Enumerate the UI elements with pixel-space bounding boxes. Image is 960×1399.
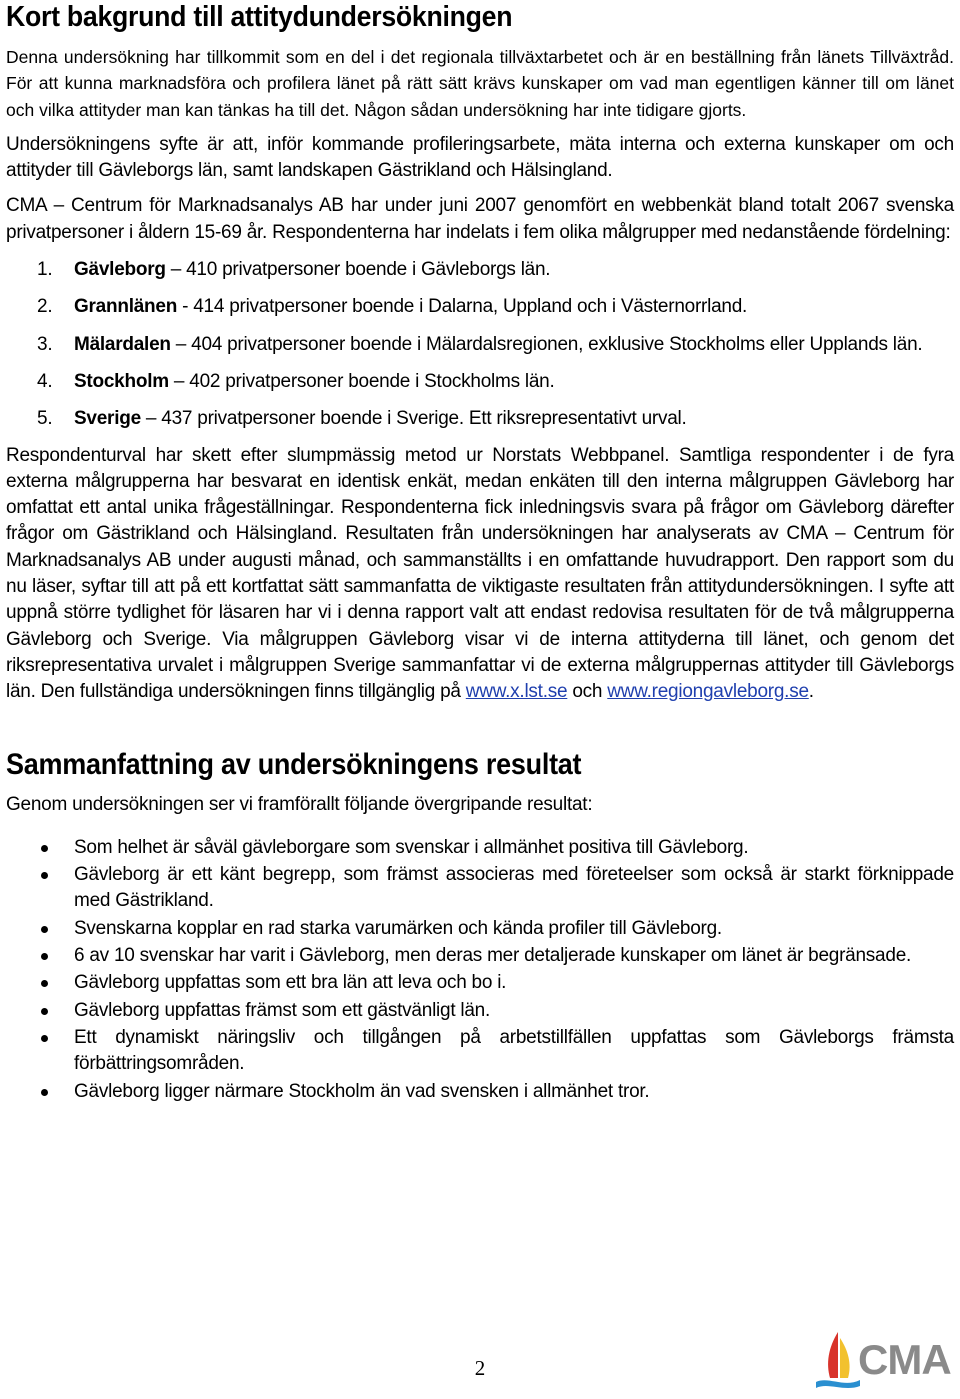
group-description: – 402 privatpersoner boende i Stockholms län. [168,370,555,392]
list-item [6,332,954,358]
list-item: Gävleborg uppfattas som ett bra län att leva och bo i. [6,970,954,996]
list-item [6,294,954,320]
group-name: Gävleborg [74,259,166,281]
logo-wave-blue [816,1380,860,1388]
list-item: 6 av 10 svenskar har varit i Gävleborg, men deras mer detaljerade kunskaper om länet är begränsade. [6,943,954,969]
list-number: 5. [37,408,53,430]
list-item: Som helhet är såväl gävleborgare som svenskar i allmänhet positiva till Gävleborg. [6,835,954,861]
list-number: 1. [37,259,53,281]
heading-background: Kort bakgrund till attitydundersökningen [6,1,513,33]
group-description: – 404 privatpersoner boende i Mälardalsregionen, exklusive Stockholms eller Upplands län. [170,333,923,355]
list-item: Gävleborg är ett känt begrepp, som främst associeras med företeelser som också är starkt förknippade med Gästrikland. [6,862,954,915]
group-name: Grannlänen [74,296,178,318]
paragraph-method: CMA – Centrum för Marknadsanalys AB har under juni 2007 genomfört en webbenkät bland totalt 2067 svenska privatpersoner i åldern 15-69 år. Respondenterna har indelats i fem olika målgrupper med nedanstående fördelning: [6,195,954,243]
bullet-icon [6,1025,74,1078]
bullet-icon [6,862,74,915]
link-lst[interactable]: www.x.lst.se [465,681,568,703]
group-name: Mälardalen [74,333,171,355]
bullet-icon [6,1079,74,1105]
bullet-icon [6,998,74,1024]
cma-logo [814,1330,954,1390]
bullet-icon [6,835,74,861]
list-item: Ett dynamiskt näringsliv och tillgången på arbetstillfällen uppfattas som Gävleborgs främsta förbättringsområden. [6,1025,954,1078]
list-item [6,257,954,283]
list-item: Svenskarna kopplar en rad starka varumärken och kända profiler till Gävleborg. [6,916,954,942]
group-description: – 410 privatpersoner boende i Gävleborgs län. [165,259,551,281]
logo-text: CMA [858,1336,951,1383]
list-number: 2. [37,296,53,318]
logo-sail-yellow [840,1338,850,1378]
paragraph-selection: Respondenturval har skett efter slumpmässig metod ur Norstats Webbpanel. Samtliga respondenter i de fyra externa målgrupperna har besvarat en identisk enkät, medan enkäten till den interna målgruppen Gävleborg har omfattat ett antal unika frågeställningar. Respondenterna fick inledningsvis svara på frågor om Gävleborg därefter frågor om Gästrikland och Hälsingland. Resultaten från undersökningen har analyserats av CMA – Centrum för Marknadsanalys AB under augusti månad, och sammanställts i en omfattande huvudrapport. Den rapport som du nu läser, syftar till att på ett kortfattat sätt sammanfatta de viktigaste resultaten från attitydundersökningen. I syfte att uppnå större tydlighet för läsaren har vi i denna rapport valt att endast redovisa resultaten för de två målgrupperna Gävleborg och Sverige. Via målgruppen Gävleborg visar vi de interna attityderna till länet, och genom det riksrepresentativa urvalet i målgruppen Sverige sammanfattar vi de externa målgruppernas attityder till Gävleborgs län. Den fullständiga undersökningen finns tillgänglig på www.x.lst.se och www.regiongavleborg.se. [6,444,954,703]
list-item [6,406,954,432]
list-number: 4. [37,370,53,392]
bullet-icon [6,916,74,942]
paragraph-purpose: Undersökningens syfte är att, inför kommande profileringsarbete, mäta interna och externa kunskaper om och attityder till Gävleborgs län, samt landskapen Gästrikland och Hälsingland. [6,133,954,182]
link-regiongavleborg[interactable]: www.regiongavleborg.se [607,681,809,703]
sailboat-icon [814,1330,862,1390]
bullet-icon [6,943,74,969]
page-number: 2 [474,1356,486,1380]
list-item [6,369,954,395]
group-description: – 437 privatpersoner boende i Sverige. Ett riksrepresentativt urval. [140,408,687,430]
results-list [6,835,954,1105]
summary-intro: Genom undersökningen ser vi framförallt följande övergripande resultat: [6,793,593,815]
heading-summary: Sammanfattning av undersökningens resultat [6,747,582,781]
list-number: 3. [37,333,53,355]
group-name: Stockholm [74,370,169,392]
target-group-list [6,257,954,432]
group-name: Sverige [74,408,141,430]
bullet-icon [6,970,74,996]
logo-sail-red [828,1332,838,1378]
paragraph-intro: Denna undersökning har tillkommit som en del i det regionala tillväxtarbetet och är en beställning från länets Tillväxtråd. För att kunna marknadsföra och profilera länet på rätt sätt krävs kunskaper om vad man egentligen känner till om länet och vilka attityder man kan tänkas ha till det. Någon sådan undersökning har inte tidigare gjorts. [6,47,954,120]
group-description: - 414 privatpersoner boende i Dalarna, Uppland och i Västernorrland. [177,296,748,318]
list-item: Gävleborg ligger närmare Stockholm än vad svensken i allmänhet tror. [6,1079,954,1105]
list-item: Gävleborg uppfattas främst som ett gästvänligt län. [6,998,954,1024]
